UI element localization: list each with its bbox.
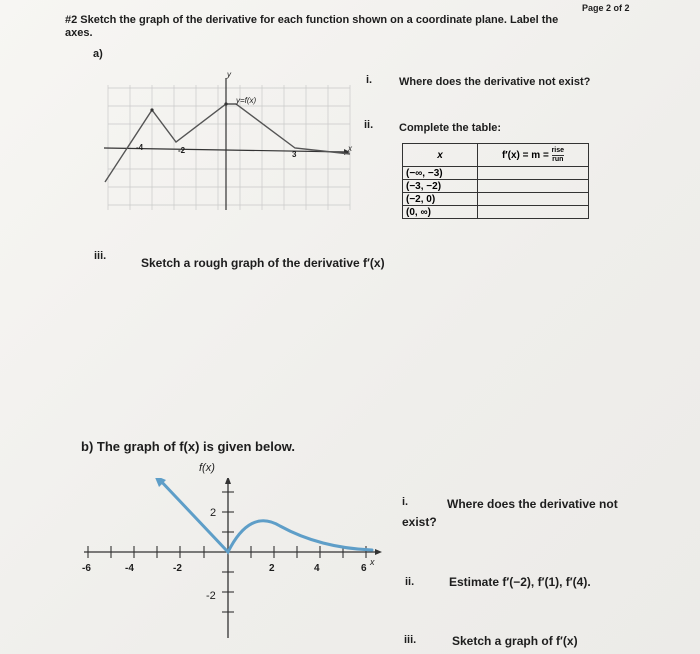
frac-run: run	[552, 155, 564, 163]
table-col-slope-header	[478, 144, 589, 167]
tick-label-3: 3	[292, 150, 297, 159]
slope-cell[interactable]	[478, 180, 589, 193]
interval-cell: (−2, 0)	[403, 193, 478, 206]
part-b-q1-num: i.	[402, 496, 409, 508]
x-tick-neg4: -4	[125, 563, 134, 574]
point-a	[150, 108, 153, 111]
table-header-row	[403, 144, 589, 167]
table-col-x-header: x	[403, 144, 478, 167]
slope-cell[interactable]	[478, 193, 589, 206]
part-a-q3-num: iii.	[94, 250, 107, 262]
part-b-intro: b) The graph of f(x) is given below.	[81, 439, 296, 454]
point-b	[224, 102, 227, 105]
slope-cell[interactable]	[478, 206, 589, 219]
part-a-graph-label: y=f(x)	[236, 96, 257, 105]
x-tick-neg6: -6	[82, 563, 91, 574]
y-tick-2: 2	[210, 507, 217, 519]
part-b-q1-text-cont: exist?	[402, 515, 437, 529]
part-b-q3-num: iii.	[404, 634, 417, 646]
interval-cell: (−3, −2)	[403, 180, 478, 193]
part-b-q3-text: Sketch a graph of f′(x)	[452, 634, 578, 648]
rise-over-run	[552, 147, 564, 164]
x-tick-4: 4	[314, 563, 320, 574]
x-tick-2: 2	[269, 563, 275, 574]
y-tick-neg2: -2	[206, 590, 216, 602]
part-b-graph	[80, 478, 385, 640]
tick-label-neg2: -2	[178, 146, 186, 155]
table-row	[403, 206, 589, 219]
part-a-q1-text: Where does the derivative not exist?	[399, 76, 591, 88]
frac-rise: rise	[551, 146, 565, 154]
part-b-graph-label: f(x)	[199, 462, 215, 474]
part-b-q1-text: Where does the derivative not	[447, 497, 618, 511]
problem-title: #2 Sketch the graph of the derivative for each function shown on a coordinate plane. Label the	[65, 14, 559, 26]
part-b-x-label: x	[370, 557, 375, 567]
interval-cell: (−∞, −3)	[403, 167, 478, 180]
part-b-q2-num: ii.	[405, 576, 415, 588]
x-tick-neg2: -2	[173, 563, 182, 574]
y-axis-arrow	[225, 478, 231, 484]
part-b-q2-text: Estimate f′(−2), f′(1), f′(4).	[449, 575, 591, 589]
part-a-q2-text: Complete the table:	[399, 122, 502, 134]
table-row	[403, 180, 589, 193]
tick-label-neg4: -4	[136, 143, 144, 152]
slope-header-prefix: f′(x) = m =	[501, 149, 549, 161]
interval-cell: (0, ∞)	[403, 206, 478, 219]
part-a-x-label: x	[348, 144, 352, 153]
part-a-q1-num: i.	[366, 74, 373, 86]
page-label: Page 2 of 2	[582, 3, 630, 13]
part-a-label: a)	[93, 48, 103, 60]
part-a-y-label: y	[227, 70, 231, 79]
part-a-q2-num: ii.	[364, 119, 374, 131]
part-a-q3-text: Sketch a rough graph of the derivative f′(x)	[141, 256, 385, 270]
slope-cell[interactable]	[478, 167, 589, 180]
x-tick-6: 6	[361, 563, 367, 574]
table-row	[403, 193, 589, 206]
problem-title-cont: axes.	[65, 27, 93, 39]
f-of-x-curve-b	[158, 478, 372, 552]
derivative-table	[402, 143, 589, 219]
x-axis-arrow	[375, 549, 382, 555]
table-row	[403, 167, 589, 180]
